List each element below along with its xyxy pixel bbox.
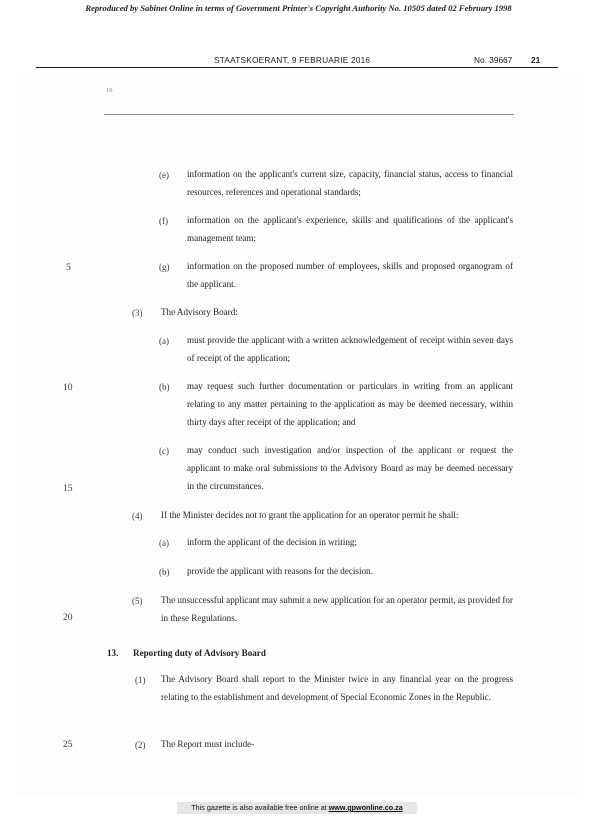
item-marker: (b) (159, 567, 170, 577)
item-text: information on the proposed number of employees, skills and proposed organogram of the applicant. (187, 261, 513, 289)
footer-link[interactable]: www.gpwonline.co.za (328, 803, 403, 812)
gazette-number: No. 39667 (474, 55, 513, 65)
subsection-text: The Advisory Board: (161, 307, 238, 317)
subsection-marker: (2) (135, 740, 146, 750)
subsection-text: The Report must include- (161, 739, 255, 749)
subsection-marker: (4) (132, 511, 143, 521)
section-title: Reporting duty of Advisory Board (133, 648, 266, 658)
header-rule (36, 67, 558, 68)
item-marker: (c) (159, 446, 169, 456)
footer-text: This gazette is also available free online at (191, 803, 327, 812)
subsection-marker: (5) (132, 596, 143, 606)
line-number: 20 (63, 612, 73, 623)
item-marker: (e) (159, 170, 169, 180)
item-text: must provide the applicant with a written acknowledgement of receipt within seven days of receipt of the application; (187, 335, 513, 363)
line-number: 5 (66, 262, 71, 273)
section-number: 13. (107, 648, 119, 658)
item-text: may conduct such investigation and/or inspection of the applicant or request the applicant to make oral submissions to the Advisory Board as may be deemed necessary in the circumstances. (187, 445, 513, 491)
gazette-page-number: 21 (531, 55, 541, 65)
subsection-text: The unsuccessful applicant may submit a new application for an operator permit, as provided for in these Regulations. (161, 595, 513, 623)
item-text: information on the applicant's current size, capacity, financial status, access to financial resources, references and operational standards; (187, 169, 513, 197)
line-number: 25 (63, 739, 73, 750)
item-text: information on the applicant's experience, skills and qualifications of the applicant's management team; (187, 215, 513, 243)
item-text: provide the applicant with reasons for the decision. (187, 566, 373, 576)
subsection-text: If the Minister decides not to grant the application for an operator permit he shall: (161, 510, 459, 520)
subsection-marker: (1) (135, 675, 146, 685)
line-number: 10 (63, 382, 73, 393)
item-marker: (b) (159, 382, 170, 392)
reproduction-notice: Reproduced by Sabinet Online in terms of Government Printer's Copyright Authority No. 10505 dated 02 February 1998 (85, 3, 512, 13)
item-text: inform the applicant of the decision in writing; (187, 537, 357, 547)
item-marker: (g) (159, 262, 170, 272)
subsection-text: The Advisory Board shall report to the Minister twice in any financial year on the progress relating to the establishment and development of Special Economic Zones in the Republic. (161, 674, 513, 702)
original-header-rule (104, 114, 514, 115)
gazette-title: STAATSKOERANT, 9 FEBRUARIE 2016 (214, 55, 371, 65)
original-page-number: 16 (106, 87, 113, 94)
item-marker: (a) (159, 538, 169, 548)
item-marker: (f) (159, 216, 168, 226)
subsection-marker: (3) (132, 308, 143, 318)
footer-notice (177, 802, 417, 814)
item-text: may request such further documentation or particulars in writing from an applicant relating to any matter pertaining to the application as may be deemed necessary, within thirty days after receipt of the application; and (187, 381, 513, 427)
item-marker: (a) (159, 336, 169, 346)
line-number: 15 (63, 483, 73, 494)
